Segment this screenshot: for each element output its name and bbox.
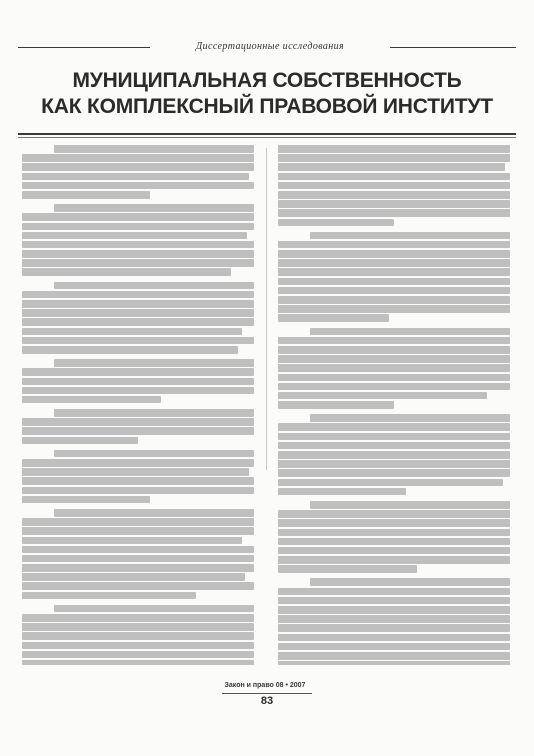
text-line: [22, 328, 242, 336]
paragraph: [22, 359, 254, 403]
text-line: [278, 278, 510, 286]
text-line: [22, 527, 254, 535]
text-line: [278, 163, 505, 171]
text-line: [22, 418, 254, 426]
text-line: [278, 460, 510, 468]
text-line: [278, 643, 510, 651]
text-line: [278, 191, 510, 199]
text-line: [278, 634, 510, 642]
text-line: [278, 519, 510, 527]
text-line: [22, 173, 249, 181]
text-line: [278, 556, 510, 564]
text-line: [278, 374, 510, 382]
text-line: [278, 652, 510, 660]
text-line: [278, 479, 503, 487]
text-line: [278, 401, 394, 409]
text-line: [22, 582, 254, 590]
text-line: [22, 537, 242, 545]
text-line: [22, 518, 254, 526]
text-line: [278, 451, 510, 459]
text-line: [278, 296, 510, 304]
paragraph: [278, 414, 510, 495]
text-line: [278, 268, 510, 276]
text-line: [278, 154, 510, 162]
paragraph: [278, 328, 510, 409]
text-line: [22, 213, 254, 221]
article-title: [0, 68, 534, 120]
text-line: [310, 232, 510, 240]
text-line: [22, 182, 254, 190]
text-line: [310, 578, 510, 586]
journal-footer: Закон и право 08 • 2007: [224, 682, 306, 689]
text-line: [278, 355, 510, 363]
title-divider: [18, 133, 516, 135]
text-line: [278, 337, 510, 345]
text-line: [22, 318, 254, 326]
text-line: [22, 555, 254, 563]
text-line: [22, 300, 254, 308]
text-line: [278, 182, 510, 190]
text-line: [278, 209, 510, 217]
text-line: [22, 163, 254, 171]
text-line: [278, 606, 510, 614]
text-line: [54, 409, 254, 417]
article-title-line-1: МУНИЦИПАЛЬНАЯ СОБСТВЕННОСТЬ: [72, 69, 462, 92]
text-line: [278, 200, 510, 208]
text-line: [22, 346, 238, 354]
text-line: [278, 346, 510, 354]
text-line: [22, 387, 254, 395]
text-line: [278, 383, 510, 391]
text-line: [22, 337, 254, 345]
text-line: [22, 614, 254, 622]
text-line: [22, 496, 150, 504]
text-line: [22, 396, 161, 404]
text-line: [278, 529, 510, 537]
text-line: [22, 378, 254, 386]
text-line: [278, 241, 510, 249]
text-line: [22, 437, 138, 445]
paragraph: [22, 605, 254, 665]
text-line: [310, 328, 510, 336]
text-line: [278, 469, 510, 477]
text-line: [22, 309, 254, 317]
text-line: [278, 588, 510, 596]
text-line: [22, 632, 254, 640]
text-line: [278, 250, 510, 258]
paragraph: [22, 145, 254, 199]
text-line: [278, 510, 510, 518]
text-line: [22, 564, 254, 572]
paragraph: [278, 578, 510, 665]
text-line: [278, 547, 510, 555]
paragraph: [278, 232, 510, 322]
text-line: [54, 282, 254, 290]
text-line: [22, 154, 254, 162]
text-line: [22, 191, 150, 199]
text-line: [22, 459, 254, 467]
text-line: [22, 592, 196, 600]
right-text-column: [278, 145, 510, 665]
text-line: [22, 250, 254, 258]
text-line: [54, 450, 254, 458]
text-line: [278, 423, 510, 431]
paragraph: [278, 145, 510, 226]
text-line: [22, 468, 249, 476]
text-line: [278, 173, 510, 181]
column-separator: [266, 148, 267, 470]
text-line: [22, 259, 254, 267]
text-line: [22, 546, 254, 554]
text-line: [22, 232, 247, 240]
title-divider-thin: [18, 137, 516, 138]
text-line: [278, 314, 389, 322]
paragraph: [22, 509, 254, 599]
text-line: [22, 291, 254, 299]
text-line: [278, 219, 394, 227]
left-text-column: [22, 145, 254, 665]
text-line: [278, 538, 510, 546]
text-line: [54, 145, 254, 153]
text-line: [54, 605, 254, 613]
text-line: [22, 477, 254, 485]
text-line: [278, 433, 510, 441]
text-line: [54, 204, 254, 212]
text-line: [22, 660, 254, 665]
text-line: [22, 623, 254, 631]
text-line: [278, 392, 487, 400]
text-line: [22, 427, 254, 435]
page-number: 83: [260, 695, 274, 707]
text-line: [278, 615, 510, 623]
text-line: [278, 287, 510, 295]
text-line: [54, 509, 254, 517]
paragraph: [278, 501, 510, 573]
text-line: [278, 661, 510, 665]
text-line: [278, 488, 406, 496]
text-line: [22, 487, 254, 495]
text-line: [22, 651, 254, 659]
text-line: [278, 305, 510, 313]
paragraph: [22, 409, 254, 444]
text-line: [278, 442, 510, 450]
text-line: [278, 145, 510, 153]
text-line: [278, 597, 510, 605]
paragraph: [22, 450, 254, 504]
text-line: [310, 414, 510, 422]
section-label: Диссертационные исследования: [150, 40, 390, 54]
text-line: [278, 624, 510, 632]
text-line: [278, 565, 417, 573]
text-line: [22, 268, 231, 276]
text-line: [310, 501, 510, 509]
text-line: [22, 241, 254, 249]
text-line: [22, 642, 254, 650]
text-line: [278, 259, 510, 267]
text-line: [22, 368, 254, 376]
text-line: [54, 359, 254, 367]
text-line: [22, 573, 245, 581]
text-line: [278, 364, 510, 372]
paragraph: [22, 282, 254, 354]
text-line: [22, 223, 254, 231]
article-title-line-2: КАК КОМПЛЕКСНЫЙ ПРАВОВОЙ ИНСТИТУТ: [41, 95, 493, 118]
paragraph: [22, 204, 254, 276]
